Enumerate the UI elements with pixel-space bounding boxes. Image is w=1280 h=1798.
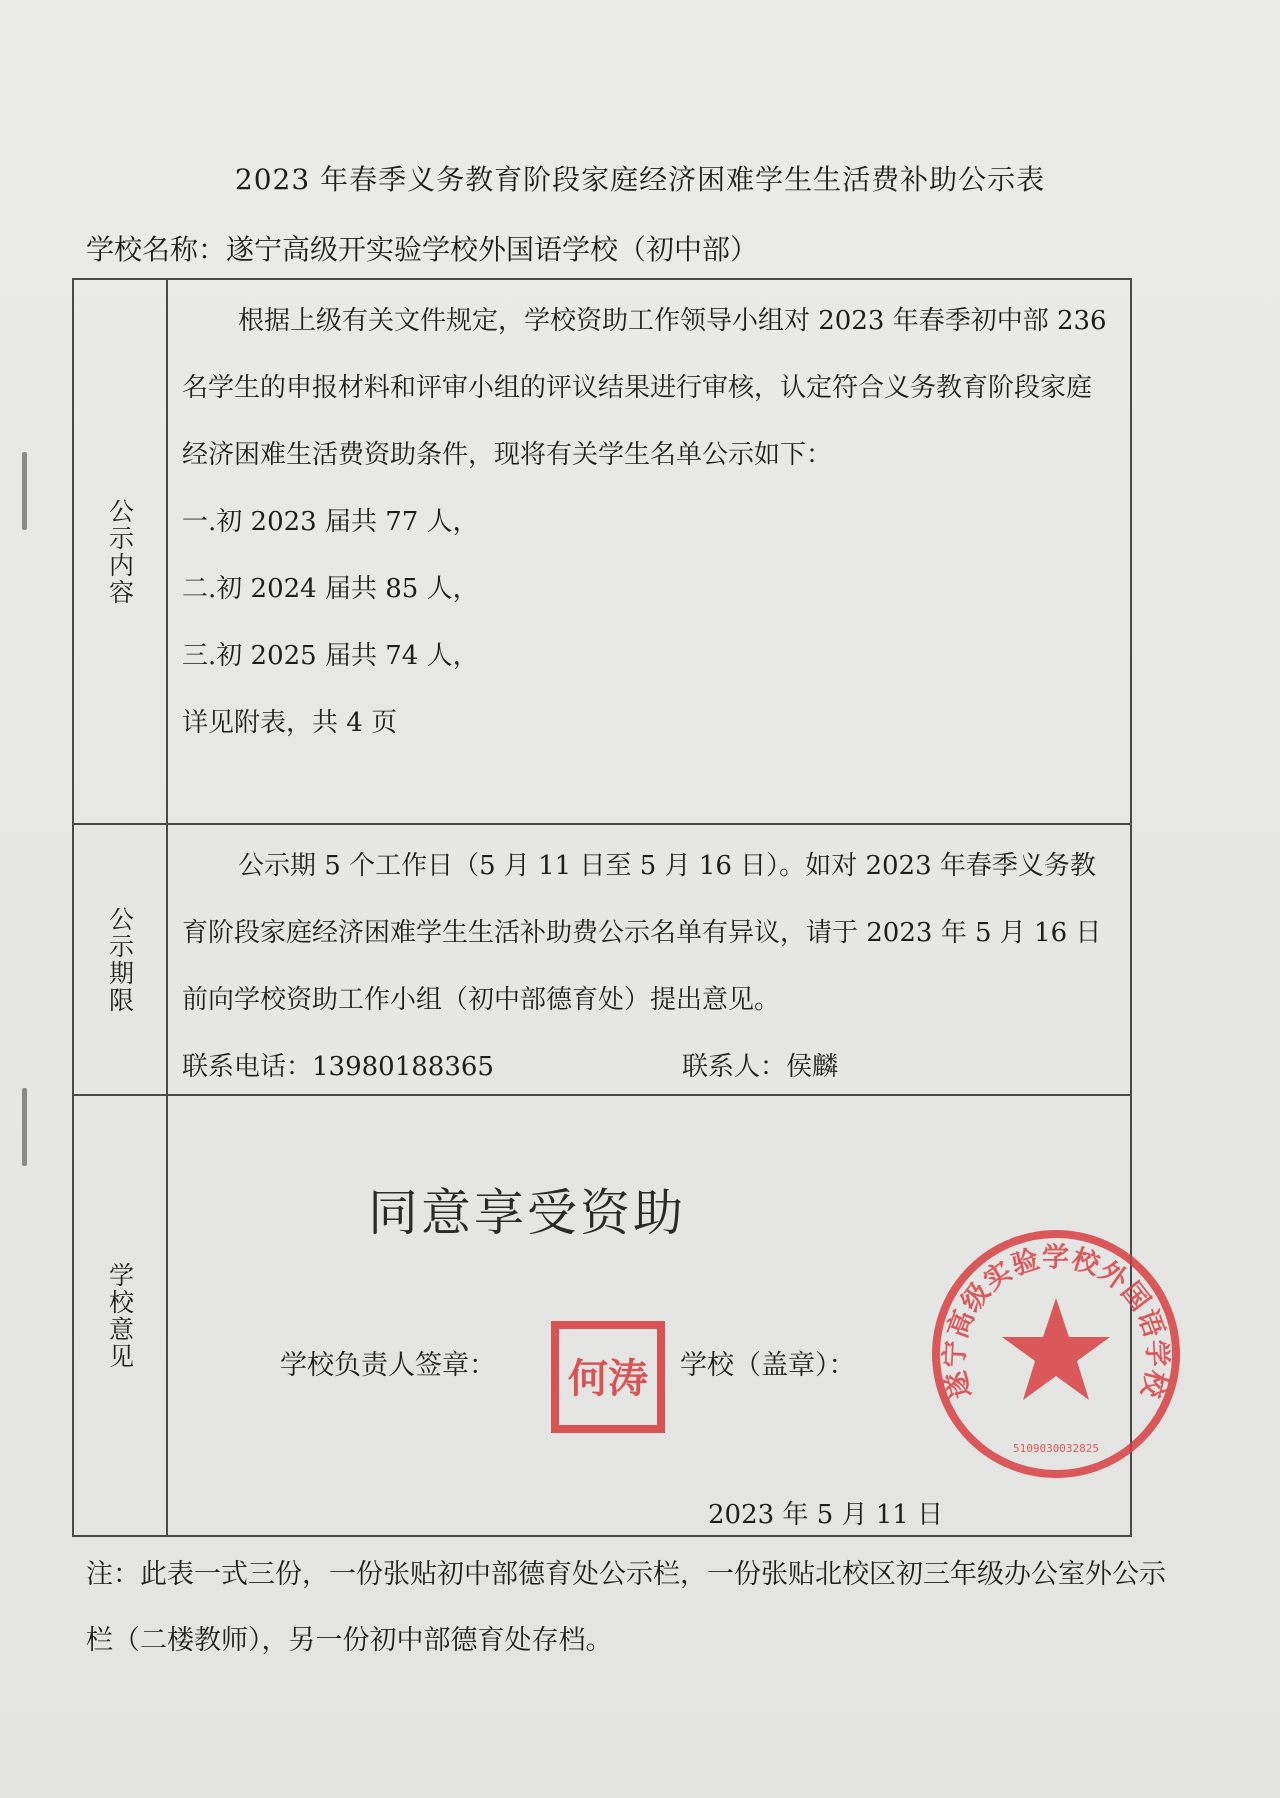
- contact-phone: 联系电话：13980188365: [182, 1052, 494, 1082]
- school-seal-icon: [928, 1226, 1184, 1482]
- period-label-cell: [74, 825, 168, 1094]
- content-row: [74, 280, 1130, 825]
- approval-handwriting: 同意享受资助: [368, 1184, 686, 1242]
- svg-text:遂宁高级实验学校外国语学校: 遂宁高级实验学校外国语学校: [939, 1242, 1173, 1402]
- opinion-row: [74, 1096, 1173, 1535]
- signing-date: 2023 年 5 月 11 日: [708, 1500, 944, 1530]
- content-cell: [168, 280, 1130, 823]
- content-item: 三.初 2025 届共 74 人，: [182, 641, 479, 671]
- svg-text:何涛: 何涛: [568, 1356, 648, 1402]
- content-item: 一.初 2023 届共 77 人，: [182, 507, 479, 537]
- content-paragraph: 根据上级有关文件规定，学校资助工作领导小组对 2023 年春季初中部 236 名学生的申报材料和评审小组的评议结果进行审核，认定符合义务教育阶段家庭经济困难生活费资助条件，现将有关学生名单公示如下：: [182, 306, 1107, 470]
- seal-label: 学校（盖章）：: [680, 1350, 856, 1381]
- period-label: 公示期限: [105, 905, 135, 1014]
- signature-label: 学校负责人签章：: [280, 1350, 496, 1381]
- name-stamp-icon: [550, 1320, 666, 1434]
- contact-line: [182, 1034, 1116, 1101]
- content-label-cell: [74, 280, 168, 823]
- binding-mark: [22, 1088, 27, 1166]
- opinion-cell: [168, 1096, 1173, 1535]
- period-cell: [168, 825, 1130, 1094]
- footnote: 注：此表一式三份，一份张贴初中部德育处公示栏，一份张贴北校区初三年级办公室外公示栏（二楼教师），另一份初中部德育处存档。: [86, 1559, 1166, 1656]
- star-icon: [1002, 1298, 1110, 1400]
- content-label: 公示内容: [105, 497, 135, 606]
- period-row: [74, 825, 1130, 1096]
- svg-text:5109030032825: 5109030032825: [1012, 1442, 1100, 1455]
- school-name-line: 学校名称：遂宁高级开实验学校外国语学校（初中部）: [86, 233, 759, 266]
- binding-mark: [22, 452, 27, 530]
- contact-person: 联系人：侯麟: [682, 1052, 839, 1082]
- opinion-label: 学校意见: [105, 1261, 135, 1370]
- opinion-label-cell: [74, 1096, 168, 1535]
- document-title: 2023 年春季义务教育阶段家庭经济困难学生生活费补助公示表: [234, 163, 1046, 196]
- period-paragraph: 公示期 5 个工作日（5 月 11 日至 5 月 16 日）。如对 2023 年春季义务教育阶段家庭经济困难学生生活补助费公示名单有异议，请于 2023 年 5 月 16 日前向学校资助工作小组（初中部德育处）提出意见。: [182, 851, 1102, 1015]
- content-item: 二.初 2024 届共 85 人，: [182, 574, 479, 604]
- attachment-note: 详见附表，共 4 页: [182, 708, 398, 738]
- notice-table: [72, 278, 1173, 1537]
